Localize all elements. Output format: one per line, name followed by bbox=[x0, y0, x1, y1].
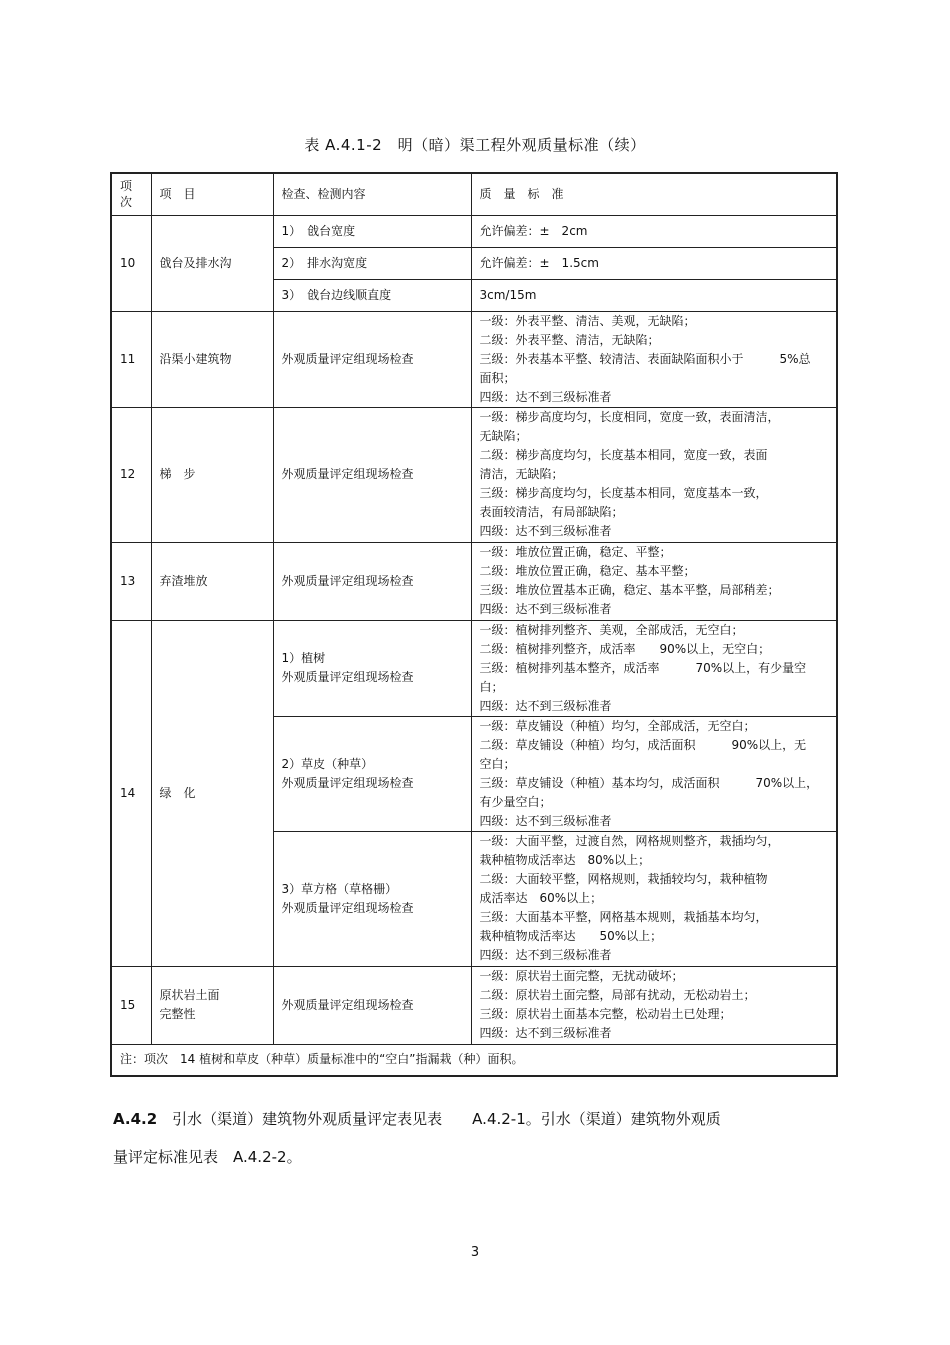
row-no: 15 bbox=[111, 966, 151, 1044]
row-no: 12 bbox=[111, 407, 151, 542]
std-line: 一级：大面平整，过渡自然，网格规则整齐，栽插均匀， bbox=[479, 834, 780, 848]
paragraph-line-2: 量评定标准见表 A.4.2-2。 bbox=[113, 1148, 302, 1166]
std-line: 二级：大面较平整，网格规则，栽插较均匀，栽种植物 bbox=[479, 872, 768, 886]
std-line: 栽种植物成活率达 80%以上； bbox=[479, 853, 651, 867]
std-line: 一级：梯步高度均匀，长度相同，宽度一致，表面清洁， bbox=[479, 410, 780, 424]
std-line: 空白； bbox=[479, 756, 516, 771]
row-item: 绿 化 bbox=[151, 620, 273, 966]
std-line: 四级：达不到三级标准者 bbox=[479, 524, 612, 538]
std-line: 白； bbox=[479, 679, 504, 694]
std-line: 无缺陷； bbox=[479, 429, 528, 443]
row-check: 外观质量评定组现场检查 bbox=[273, 311, 471, 407]
row-check: 外观质量评定组现场检查 bbox=[273, 966, 471, 1044]
std-line: 四级：达不到三级标准者 bbox=[479, 813, 612, 828]
row-std bbox=[471, 311, 837, 407]
row-std bbox=[471, 407, 837, 542]
std-line: 一级：植树排列整齐、美观，全部成活，无空白； bbox=[479, 622, 744, 637]
std-line: 四级：达不到三级标准者 bbox=[479, 948, 612, 962]
row-check bbox=[273, 716, 471, 831]
std-line: 栽种植物成活率达 50%以上； bbox=[479, 929, 663, 943]
std-line: 二级：外表平整、清洁，无缺陷； bbox=[479, 332, 660, 347]
row-std bbox=[471, 716, 837, 831]
table-header-row bbox=[111, 173, 837, 215]
std-line: 三级：大面基本平整，网格基本规则，栽插基本均匀， bbox=[479, 910, 768, 924]
item-line: 原状岩土面 bbox=[159, 988, 220, 1002]
std-line: 一级：草皮铺设（种植）均匀，全部成活，无空白； bbox=[479, 718, 756, 733]
check-line: 1）植树 bbox=[281, 651, 326, 665]
header-check: 检查、检测内容 bbox=[273, 173, 471, 215]
row-item: 戗台及排水沟 bbox=[151, 215, 273, 311]
std-line: 三级：堆放位置基本正确，稳定、基本平整，局部稍差； bbox=[479, 583, 780, 597]
row-check bbox=[273, 620, 471, 716]
header-no: 项 次 bbox=[111, 173, 151, 215]
row-no: 13 bbox=[111, 542, 151, 620]
row-std bbox=[471, 620, 837, 716]
table-note: 注：项次 14 植树和草皮（种草）质量标准中的“空白”指漏栽（种）面积。 bbox=[111, 1044, 837, 1076]
row-check: 3） 戗台边线顺直度 bbox=[273, 279, 471, 311]
paragraph-line-1: 引水（渠道）建筑物外观质量评定表见表 A.4.2-1。引水（渠道）建筑物外观质 bbox=[157, 1110, 721, 1128]
row-no: 11 bbox=[111, 311, 151, 407]
row-std bbox=[471, 831, 837, 966]
item-line: 完整性 bbox=[159, 1007, 196, 1021]
row-no: 14 bbox=[111, 620, 151, 966]
row-item bbox=[151, 966, 273, 1044]
std-line: 三级：外表基本平整、较清洁、表面缺陷面积小于 5%总 bbox=[479, 351, 811, 366]
std-line: 一级：堆放位置正确，稳定、平整； bbox=[479, 545, 672, 559]
quality-standard-table bbox=[110, 172, 838, 1077]
std-line: 二级：草皮铺设（种植）均匀，成活面积 90%以上，无 bbox=[479, 737, 807, 752]
std-line: 成活率达 60%以上； bbox=[479, 891, 603, 905]
std-line: 三级：梯步高度均匀，长度基本相同，宽度基本一致， bbox=[479, 486, 768, 500]
check-line: 外观质量评定组现场检查 bbox=[281, 775, 414, 790]
check-line: 外观质量评定组现场检查 bbox=[281, 670, 414, 684]
section-number: A.4.2 bbox=[113, 1110, 158, 1128]
row-std: 3cm/15m bbox=[471, 279, 837, 311]
table-row bbox=[111, 620, 837, 716]
check-line: 2）草皮（种草） bbox=[281, 756, 374, 771]
std-line: 四级：达不到三级标准者 bbox=[479, 1026, 612, 1040]
check-line: 外观质量评定组现场检查 bbox=[281, 900, 414, 915]
table-row bbox=[111, 966, 837, 1044]
std-line: 清洁，无缺陷； bbox=[479, 467, 564, 481]
std-line: 三级：草皮铺设（种植）基本均匀，成活面积 70%以上， bbox=[479, 775, 819, 790]
row-std bbox=[471, 966, 837, 1044]
table-note-row bbox=[111, 1044, 837, 1076]
row-check: 外观质量评定组现场检查 bbox=[273, 407, 471, 542]
table-row bbox=[111, 542, 837, 620]
page-number: 3 bbox=[470, 1245, 480, 1260]
row-check: 1） 戗台宽度 bbox=[273, 215, 471, 247]
std-line: 一级：原状岩土面完整，无扰动破坏； bbox=[479, 969, 684, 983]
std-line: 三级：植树排列基本整齐，成活率 70%以上，有少量空 bbox=[479, 660, 807, 675]
row-check: 2） 排水沟宽度 bbox=[273, 247, 471, 279]
row-item: 沿渠小建筑物 bbox=[151, 311, 273, 407]
std-line: 面积； bbox=[479, 370, 516, 385]
row-std: 允许偏差：± 1.5cm bbox=[471, 247, 837, 279]
table-row bbox=[111, 407, 837, 542]
std-line: 二级：原状岩土面完整，局部有扰动，无松动岩土； bbox=[479, 988, 756, 1002]
body-paragraph-cont bbox=[113, 1142, 833, 1172]
check-line: 3）草方格（草格栅） bbox=[281, 881, 398, 896]
std-line: 有少量空白； bbox=[479, 794, 552, 809]
std-line: 一级：外表平整、清洁、美观，无缺陷； bbox=[479, 313, 696, 328]
std-line: 二级：梯步高度均匀，长度基本相同，宽度一致，表面 bbox=[479, 448, 768, 462]
std-line: 表面较清洁，有局部缺陷； bbox=[479, 505, 624, 519]
row-check: 外观质量评定组现场检查 bbox=[273, 542, 471, 620]
table-row bbox=[111, 215, 837, 247]
body-paragraph bbox=[113, 1104, 833, 1134]
table-row bbox=[111, 311, 837, 407]
row-no: 10 bbox=[111, 215, 151, 311]
header-item: 项 目 bbox=[151, 173, 273, 215]
std-line: 三级：原状岩土面基本完整，松动岩土已处理； bbox=[479, 1007, 732, 1021]
std-line: 二级：植树排列整齐，成活率 90%以上，无空白； bbox=[479, 641, 771, 656]
std-line: 四级：达不到三级标准者 bbox=[479, 389, 612, 404]
table-caption: 表 A.4.1-2 明（暗）渠工程外观质量标准（续） bbox=[304, 136, 646, 154]
row-item: 梯 步 bbox=[151, 407, 273, 542]
row-item: 弃渣堆放 bbox=[151, 542, 273, 620]
row-check bbox=[273, 831, 471, 966]
header-std: 质 量 标 准 bbox=[471, 173, 837, 215]
std-line: 四级：达不到三级标准者 bbox=[479, 602, 612, 616]
row-std: 允许偏差：± 2cm bbox=[471, 215, 837, 247]
std-line: 四级：达不到三级标准者 bbox=[479, 698, 612, 713]
std-line: 二级：堆放位置正确，稳定、基本平整； bbox=[479, 564, 696, 578]
row-std bbox=[471, 542, 837, 620]
